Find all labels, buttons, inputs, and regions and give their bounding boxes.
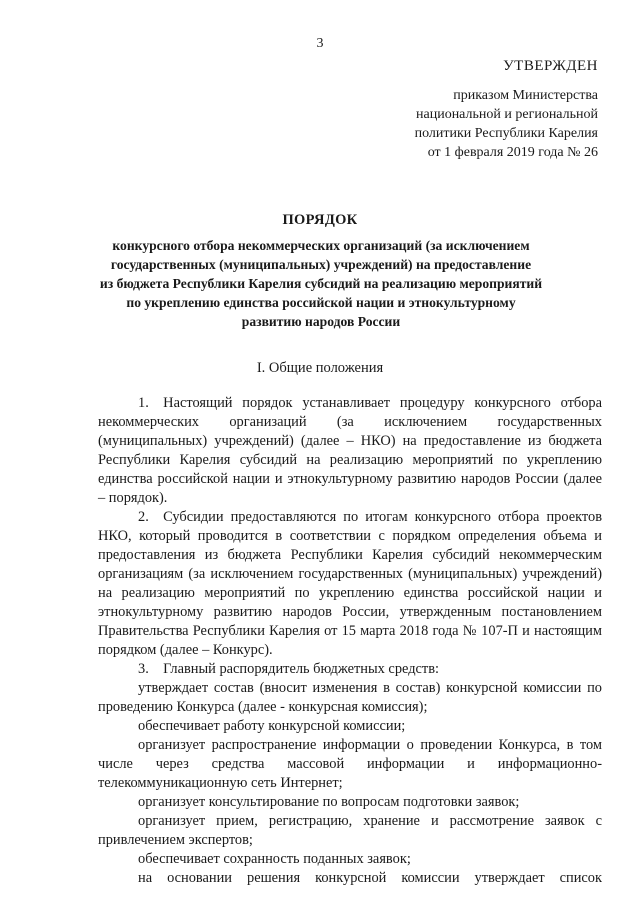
order-reference-line: национальной и региональной xyxy=(416,107,598,122)
order-reference-line: от 1 февраля 2019 года № 26 xyxy=(427,145,598,160)
section-heading: I. Общие положения xyxy=(256,360,384,376)
document-title: ПОРЯДОК xyxy=(282,212,358,228)
paragraph-2: 2. Субсидии предоставляются по итогам конкурсного отбора проектов НКО, который проводится в соответствии с порядком определения объема и предоставления из бюджета Республики Карелия субсидий некоммерческим организациям (за исключением государственных (муниципальных) учреждений) на реализацию мероприятий по укреплению единства российской нации и этнокультурному развитию народов России, утвержденным постановлением Правительства Республики Карелия от 15 марта 2018 года № 107-П и настоящим порядком (далее – Конкурс). xyxy=(98,509,602,658)
paragraph-3-item: обеспечивает сохранность поданных заявок; xyxy=(138,851,411,867)
paragraph-3-item: утверждает состав (вносит изменения в состав) конкурсной комиссии по проведению Конкурса (далее - конкурсная комиссия); xyxy=(98,680,602,715)
paragraph-3-item: обеспечивает работу конкурсной комиссии; xyxy=(138,718,406,734)
document-body xyxy=(98,394,602,888)
order-reference-line: политики Республики Карелия xyxy=(414,126,598,141)
subtitle-line: по укреплению единства российской нации и этнокультурному xyxy=(126,295,516,310)
order-reference-line: приказом Министерства xyxy=(453,88,598,103)
subtitle-line: государственных (муниципальных) учреждений) на предоставление xyxy=(110,257,532,272)
paragraph-3-item: на основании решения конкурсной комиссии утверждает список xyxy=(138,870,602,886)
order-reference xyxy=(415,86,598,162)
approval-stamp-title: УТВЕРЖДЕН xyxy=(503,58,598,74)
paragraph-3-item: организует распространение информации о проведении Конкурса, в том числе через средства массовой информации и информационно-телекоммуникационную сеть Интернет; xyxy=(98,737,602,791)
document-subtitle xyxy=(80,236,562,331)
subtitle-line: из бюджета Республики Карелия субсидий на реализацию мероприятий xyxy=(99,276,543,291)
paragraph-3-item: организует консультирование по вопросам подготовки заявок; xyxy=(138,794,520,810)
paragraph-3: 3. Главный распорядитель бюджетных средств: xyxy=(138,661,440,677)
page-number: 3 xyxy=(316,36,324,51)
subtitle-line: конкурсного отбора некоммерческих организаций (за исключением xyxy=(112,238,530,253)
paragraph-3-item: организует прием, регистрацию, хранение и рассмотрение заявок с привлечением экспертов; xyxy=(98,813,602,848)
subtitle-line: развитию народов России xyxy=(241,314,401,329)
paragraph-1: 1. Настоящий порядок устанавливает процедуру конкурсного отбора некоммерческих организаций (за исключением государственных (муниципальных) учреждений) (далее – НКО) на предоставление из бюджета Республики Карелия субсидий на реализацию мероприятий по укреплению единства российской нации и этнокультурному развитию народов России (далее – порядок). xyxy=(98,395,602,506)
